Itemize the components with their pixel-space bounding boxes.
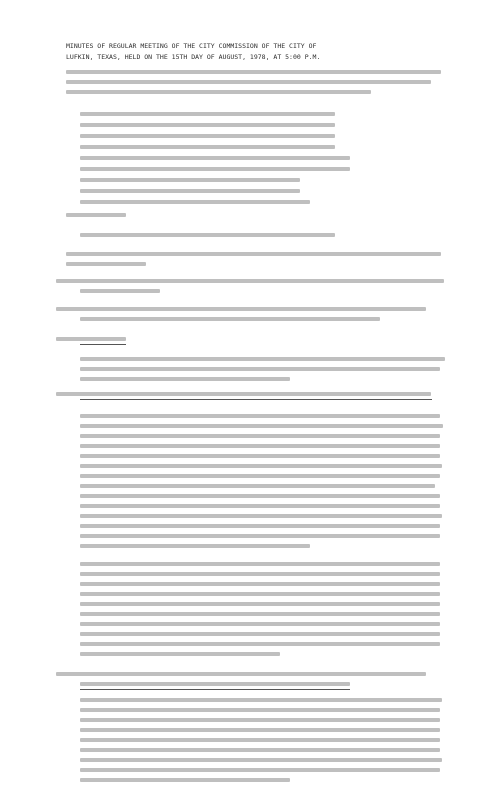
heading-line-2: LUFKIN, TEXAS, HELD ON THE 15TH DAY OF AUGUST, 1978, AT 5:00 P.M.	[66, 53, 321, 61]
text-line	[80, 592, 440, 596]
text-line	[80, 718, 440, 722]
text-line	[56, 337, 126, 341]
text-line	[80, 424, 443, 428]
text-line	[80, 622, 440, 626]
text-line	[80, 357, 445, 361]
text-line	[56, 672, 426, 676]
text-line	[80, 474, 440, 478]
text-line	[80, 167, 350, 171]
text-line	[80, 434, 440, 438]
text-line	[80, 317, 380, 321]
text-line	[80, 544, 310, 548]
text-line	[80, 748, 440, 752]
text-line	[66, 252, 441, 256]
text-line	[80, 504, 440, 508]
text-line	[80, 289, 160, 293]
text-line	[66, 80, 431, 84]
text-line	[80, 233, 335, 237]
text-line	[80, 112, 335, 116]
text-line	[80, 514, 442, 518]
text-line	[80, 414, 440, 418]
heading-underline	[80, 399, 432, 400]
text-line	[80, 367, 440, 371]
text-line	[80, 377, 290, 381]
text-line	[80, 758, 442, 762]
text-line	[80, 524, 440, 528]
text-line	[80, 682, 350, 686]
text-line	[80, 454, 440, 458]
text-line	[80, 728, 440, 732]
text-line	[80, 145, 335, 149]
text-line	[66, 262, 146, 266]
text-line	[66, 90, 371, 94]
text-line	[80, 562, 440, 566]
text-line	[56, 392, 431, 396]
text-line	[80, 778, 290, 782]
text-line	[66, 213, 126, 217]
text-line	[80, 464, 442, 468]
heading-line-1: MINUTES OF REGULAR MEETING OF THE CITY COMMISSION OF THE CITY OF	[66, 42, 317, 50]
text-line	[80, 652, 280, 656]
text-line	[80, 534, 440, 538]
text-line	[56, 307, 426, 311]
text-line	[80, 200, 310, 204]
text-line	[80, 484, 435, 488]
text-line	[80, 178, 300, 182]
text-line	[80, 698, 442, 702]
text-line	[80, 612, 440, 616]
text-line	[66, 70, 441, 74]
text-line	[80, 632, 440, 636]
text-line	[80, 494, 440, 498]
text-line	[80, 123, 335, 127]
heading-underline	[80, 689, 350, 690]
text-line	[80, 642, 440, 646]
text-line	[56, 279, 444, 283]
text-line	[80, 738, 440, 742]
heading-underline	[80, 344, 126, 345]
text-line	[80, 444, 440, 448]
text-line	[80, 572, 440, 576]
text-line	[80, 768, 440, 772]
text-line	[80, 189, 300, 193]
text-line	[80, 156, 350, 160]
text-line	[80, 134, 335, 138]
text-line	[80, 602, 440, 606]
text-line	[80, 708, 440, 712]
text-line	[80, 582, 440, 586]
